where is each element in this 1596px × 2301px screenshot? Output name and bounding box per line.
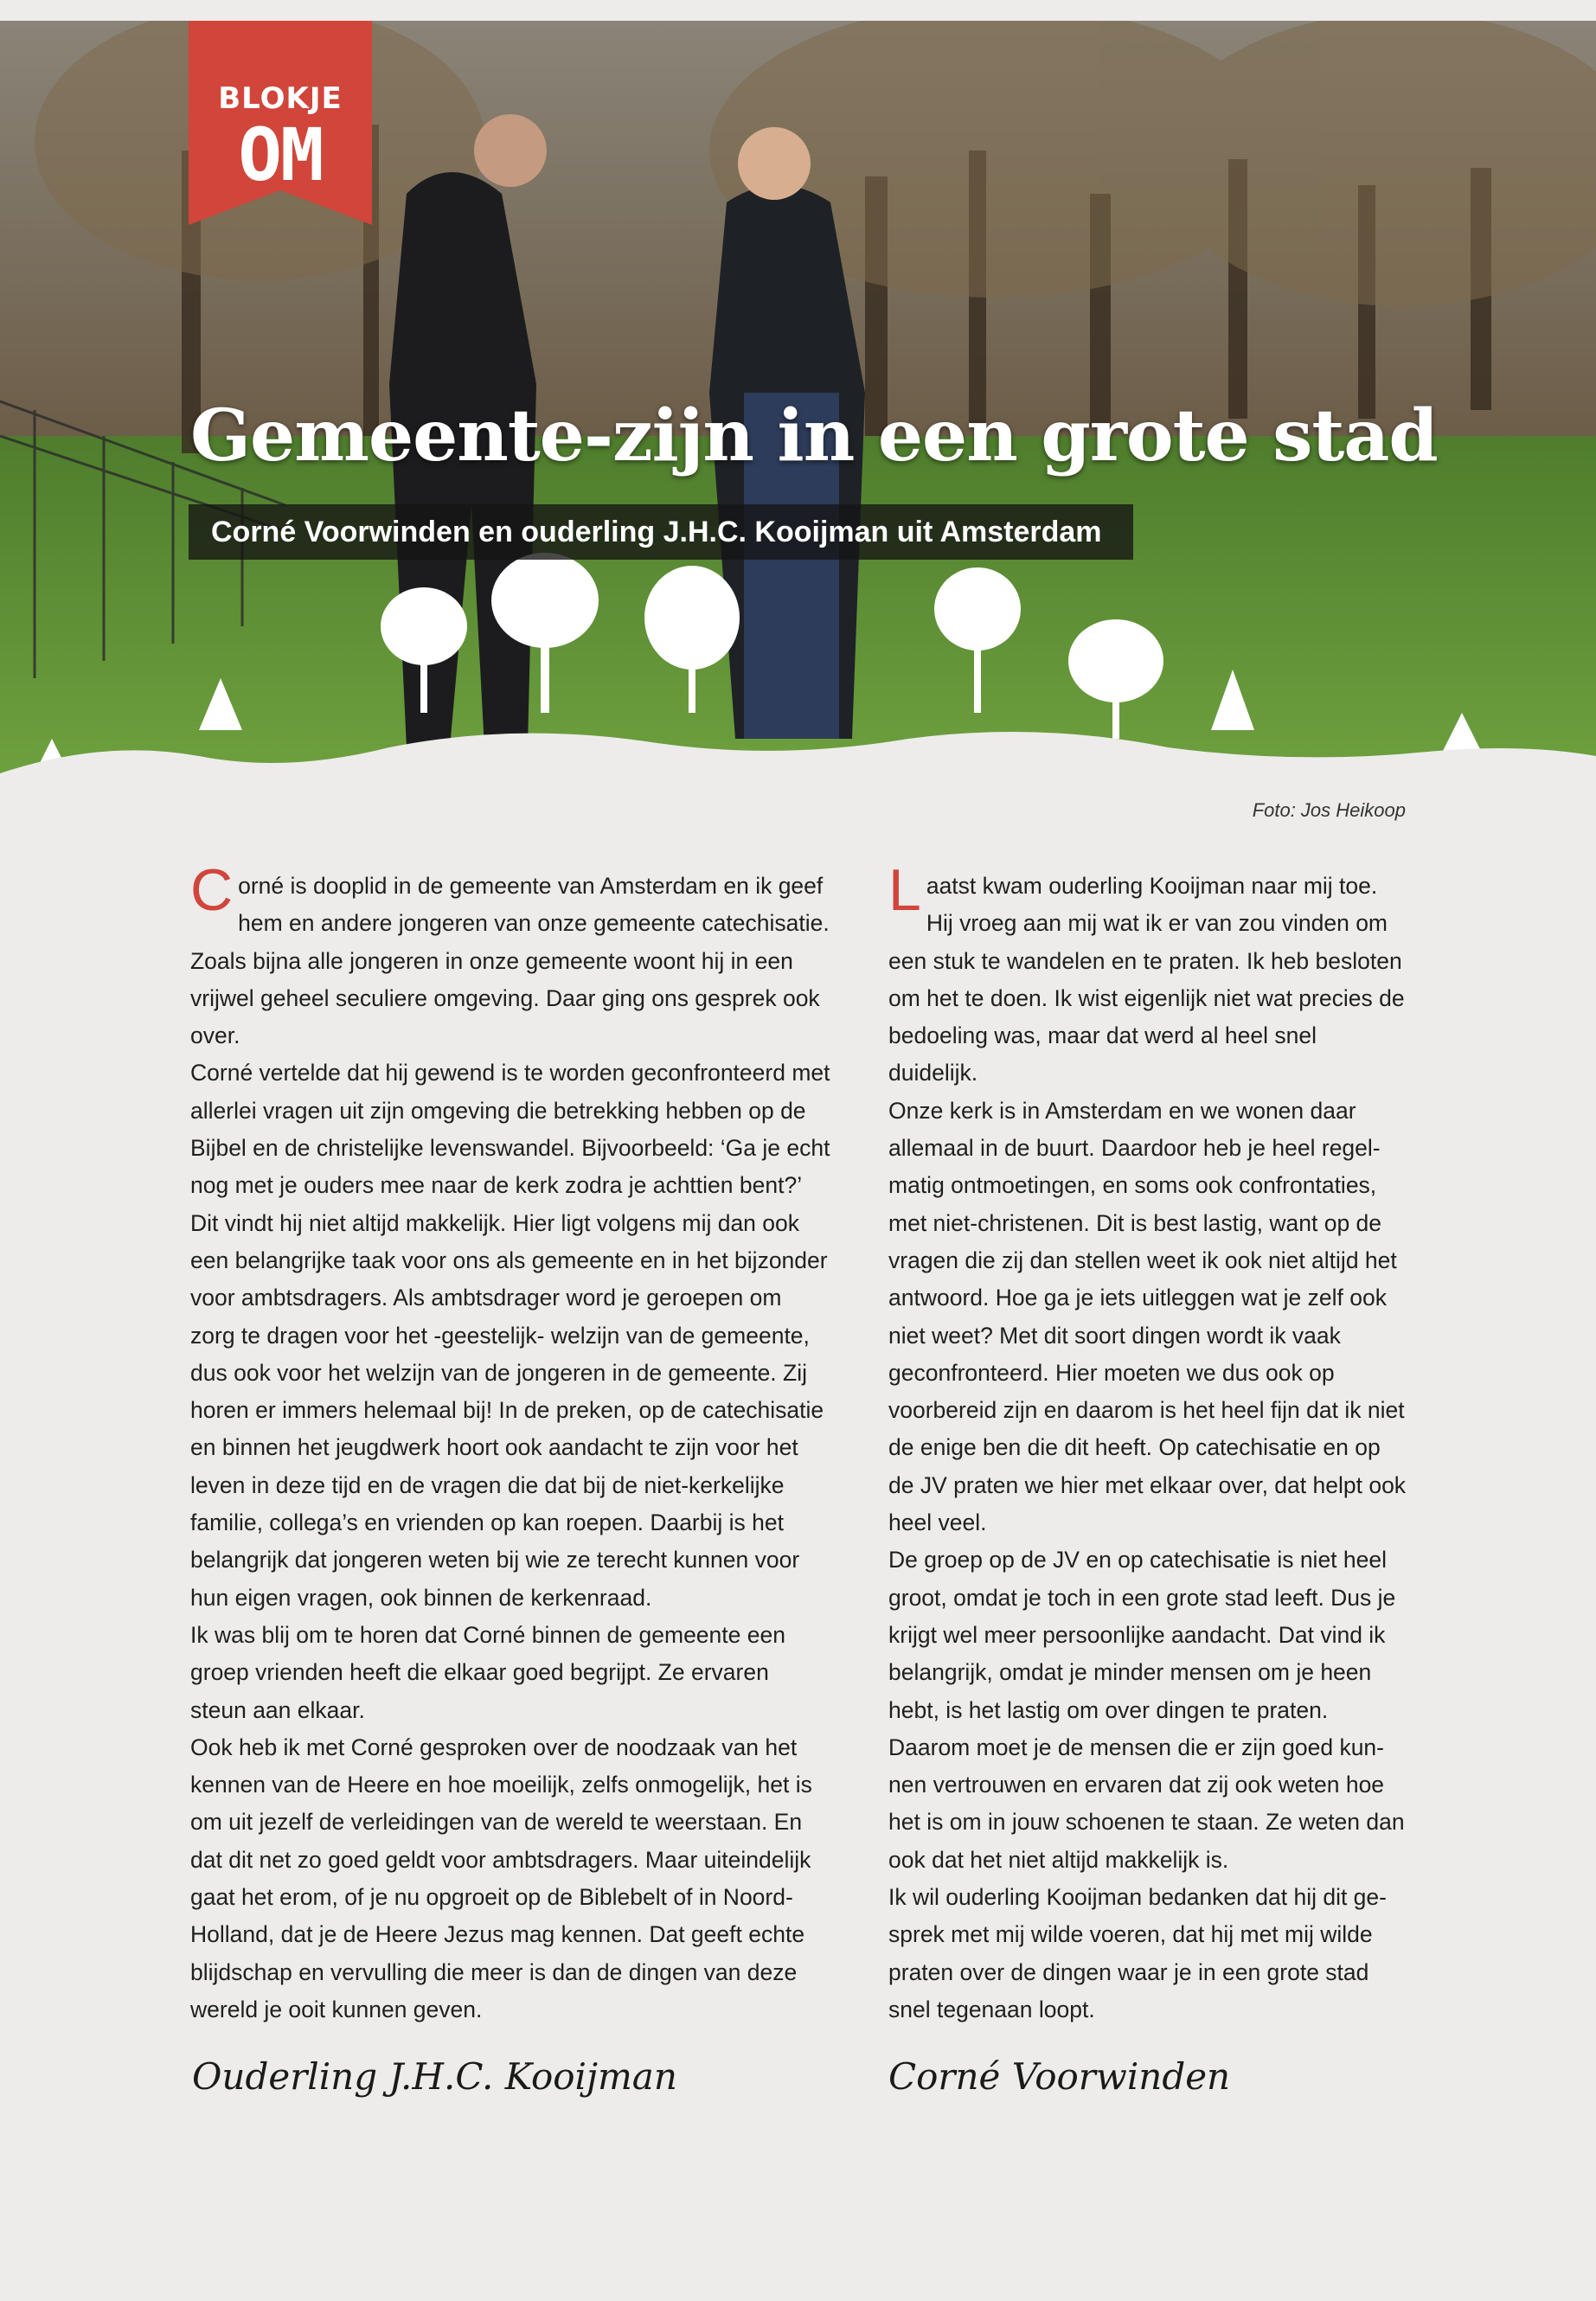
paragraph: Corné is dooplid in de gemeente van Amsterdam en ik geef hem en andere jongeren van onze gemeente catechisatie. Zoals bijna alle jongeren in onze gemeente woont hij in een vrijwel geheel seculiere omgeving. Daar ging ons gesprek ook over. bbox=[190, 857, 830, 1049]
photo-credit: Foto: Jos Heikoop bbox=[1252, 799, 1406, 821]
paragraph: Onze kerk is in Amsterdam en we wonen daar allemaal in de buurt. Daardoor heb je heel regel-matig ontmoetingen, en soms ook confrontaties, met niet-christenen. Dit is best lastig, want op de vragen die zij dan stellen weet ik ook niet altijd het antwoord. Hoe ga je iets uitleggen wat je zelf ook niet weet? Met dit soort dingen wordt ik vaak geconfronteerd. Hier moeten we dus ook op voorbereid zijn en daarom is het heel fijn dat ik niet de enige ben die dit heeft. Op catechisatie en op de JV praten we hier met elkaar over, dat helpt ook heel veel. bbox=[888, 1097, 1407, 1536]
paragraph: Ik was blij om te horen dat Corné binnen de gemeente een groep vrienden heeft die elkaar goed begrijpt. Ze ervaren steun aan elkaar. bbox=[190, 1621, 785, 1723]
section-banner bbox=[189, 21, 372, 225]
banner-label-big: OM bbox=[238, 112, 323, 197]
paragraph: Corné vertelde dat hij gewend is te worden geconfronteerd met allerlei vragen uit zijn omgeving die betrekking hebben op de Bijbel en de christelijke levenswandel. Bijvoorbeeld: ‘Ga je echt nog met je ouders mee naar de kerk zodra je achttien bent?’ Dit vindt hij niet altijd makkelijk. Hier ligt volgens mij dan ook een belangrijke taak voor ons als gemeente en in het bijzonder voor ambtsdragers. Als ambtsdrager word je geroepen om zorg te dragen voor het -geestelijk- welzijn van de gemeente, dus ook voor het welzijn van de jongeren in de gemeente. Zij horen er immers helemaal bij! In de preken, op de catechisatie en binnen het jeugdwerk hoort ook aandacht te zijn voor het leven in deze tijd en de vragen die dat bij de niet-kerkelijke familie, collega’s en vrienden op kan roepen. Daarbij is het belangrijk dat jongeren weten bij wie ze terecht kunnen voor hun eigen vragen, ook binnen de kerkenraad. bbox=[190, 1060, 830, 1611]
signature-corne: Corné Voorwinden bbox=[888, 2055, 1231, 2098]
paragraph: Laatst kwam ouderling Kooijman naar mij toe. Hij vroeg aan mij wat ik er van zou vinden om een stuk te wandelen en te praten. Ik heb besloten om het te doen. Ik wist eigenlijk niet wat precies de bedoeling was, maar dat werd al heel snel duidelijk. bbox=[888, 857, 1405, 1086]
banner-label-small: BLOKJE bbox=[218, 81, 343, 116]
right-column bbox=[888, 857, 1407, 2029]
article-subtitle: Corné Voorwinden en ouderling J.H.C. Kooijman uit Amsterdam bbox=[211, 516, 1102, 548]
paragraph: Ook heb ik met Corné gesproken over de noodzaak van het kennen van de Heere en hoe moeilijk, zelfs onmogelijk, het is om uit jezelf de verleidingen van de wereld te weerstaan. En dat dit net zo goed geldt voor ambtsdragers. Maar uiteindelijk gaat het erom, of je nu opgroeit op de Biblebelt of in Noord-Holland, dat je de Heere Jezus mag kennen. Dat geeft echte blijdschap en vervulling die meer is dan de dingen van deze wereld je ooit kunnen geven. bbox=[190, 1734, 812, 2022]
drop-cap: C bbox=[190, 857, 234, 923]
drop-cap: L bbox=[888, 857, 921, 923]
article-title: Gemeente-zijn in een grote stad bbox=[190, 394, 1438, 478]
paragraph: Ik wil ouderling Kooijman bedanken dat hij dit ge-sprek met mij wilde voeren, dat hij met mij wilde praten over de dingen waar je in een grote stad snel tegenaan loopt. bbox=[888, 1884, 1387, 2022]
paragraph: De groep op de JV en op catechisatie is niet heel groot, omdat je toch in een grote stad leeft. Dus je krijgt wel meer persoonlijke aandacht. Dat vind ik belangrijk, omdat je minder mensen om je heen hebt, is het lastig om over dingen te praten. Daarom moet je de mensen die er zijn goed kun-nen vertrouwen en ervaren dat zij ook weten hoe het is om in jouw schoenen te staan. Ze weten dan ook dat het niet altijd makkelijk is. bbox=[888, 1547, 1405, 1873]
signature-kooijman: Ouderling J.H.C. Kooijman bbox=[192, 2055, 677, 2098]
left-column bbox=[190, 857, 830, 2029]
